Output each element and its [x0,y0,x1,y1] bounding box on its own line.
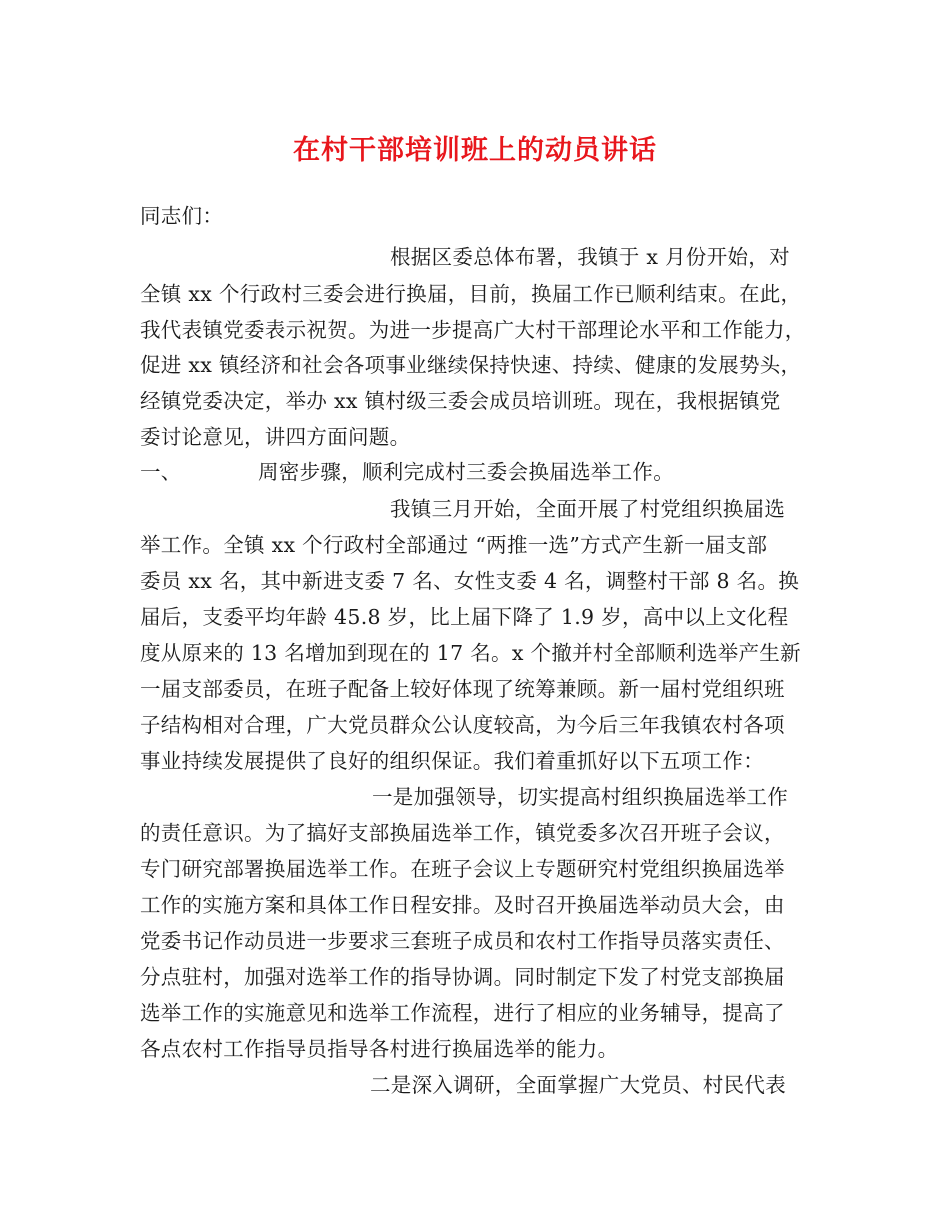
paragraph-line: 分点驻村，加强对选举工作的指导协调。同时制定下发了村党支部换届 [140,965,785,989]
paragraph-line: 的责任意识。为了搞好支部换届选举工作，镇党委多次召开班子会议， [140,821,785,845]
paragraph-line: 届后，支委平均年龄 45.8 岁，比上届下降了 1.9 岁，高中以上文化程 [140,605,789,629]
page-title: 在村干部培训班上的动员讲话 [293,135,657,166]
paragraph-line: 一届支部委员，在班子配备上较好体现了统筹兼顾。新一届村党组织班 [140,677,785,701]
paragraph-line: 选举工作的实施意见和选举工作流程，进行了相应的业务辅导，提高了 [140,1001,785,1025]
paragraph-line: 委讨论意见，讲四方面问题。 [140,425,411,449]
paragraph-line: 举工作。全镇 xx 个行政村全部通过 “两推一选”方式产生新一届支部 [140,533,768,557]
paragraph-line: 专门研究部署换届选举工作。在班子会议上专题研究村党组织换届选举 [140,857,785,881]
paragraph-line: 促进 xx 镇经济和社会各项事业继续保持快速、持续、健康的发展势头， [140,353,802,377]
section-number: 一、 [140,460,182,484]
salutation: 同志们： [140,204,224,228]
paragraph-line: 工作的实施方案和具体工作日程安排。及时召开换届选举动员大会，由 [140,893,785,917]
section-heading: 周密步骤，顺利完成村三委会换届选举工作。 [258,460,674,484]
paragraph-line: 根据区委总体布署，我镇于 x 月份开始，对 [390,245,790,269]
paragraph-line: 事业持续发展提供了良好的组织保证。我们着重抓好以下五项工作： [140,749,764,773]
paragraph-line: 二是深入调研，全面掌握广大党员、村民代表 [370,1073,786,1097]
paragraph-line: 一是加强领导，切实提高村组织换届选举工作 [372,785,788,809]
paragraph-line: 子结构相对合理，广大党员群众公认度较高，为今后三年我镇农村各项 [140,713,785,737]
paragraph-line: 委员 xx 名，其中新进支委 7 名、女性支委 4 名，调整村干部 8 名。换 [140,569,800,593]
paragraph-line: 经镇党委决定，举办 xx 镇村级三委会成员培训班。现在，我根据镇党 [140,389,781,413]
paragraph-line: 各点农村工作指导员指导各村进行换届选举的能力。 [140,1037,619,1061]
paragraph-line: 度从原来的 13 名增加到现在的 17 名。x 个撤并村全部顺利选举产生新 [140,641,801,665]
paragraph-line: 党委书记作动员进一步要求三套班子成员和农村工作指导员落实责任、 [140,929,785,953]
paragraph-line: 我镇三月开始，全面开展了村党组织换届选 [390,497,786,521]
paragraph-line: 我代表镇党委表示祝贺。为进一步提高广大村干部理论水平和工作能力， [140,318,806,342]
paragraph-line: 全镇 xx 个行政村三委会进行换届，目前，换届工作已顺利结束。在此， [140,282,802,306]
